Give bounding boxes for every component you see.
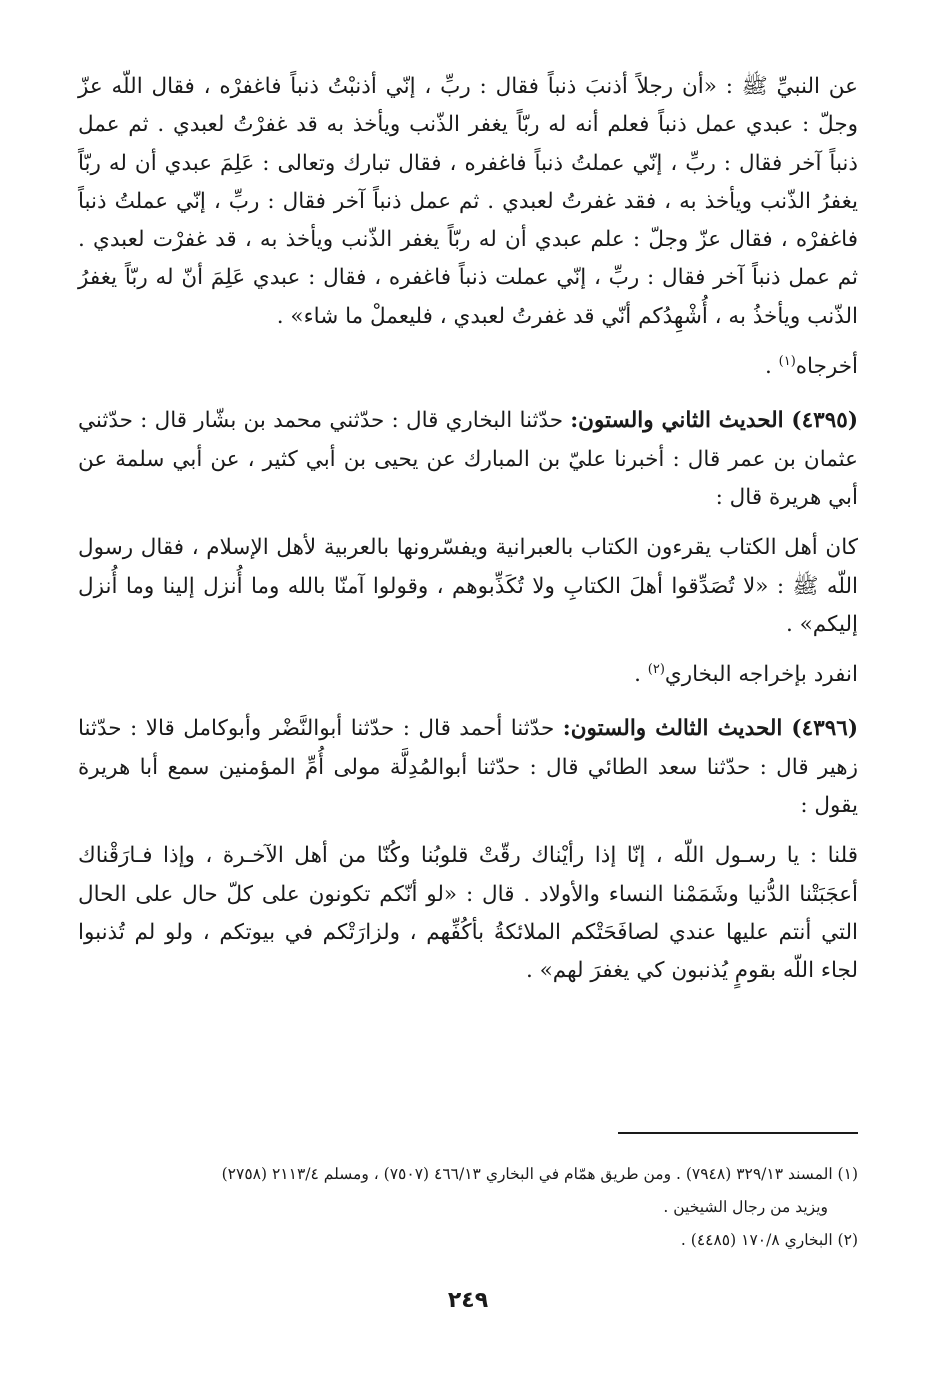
hadith-4395-title: (٤٣٩٥) الحديث الثاني والستون: [570,408,858,434]
hadith-4396-title: (٤٣٩٦) الحديث الثالث والستون: [562,716,858,742]
hadith-4396-isnad-text: حدّثنا أحمد قال : حدّثنا أبوالنَّضْر وأبوكامل قالا : حدّثنا زهير قال : حدّثنا سعد الطائي قال : حدّثنا أبوالمُدِلَّة مولى أُمِّ المؤمنين سمع أبا هريرة يقول : [78,716,858,819]
hadith-4396-matn: قلنا : يا رسـول اللّه ، إنّا إذا رأيْناك رقّتْ قلوبُنا وكُنّا من أهل الآخـرة ، وإذا فـارَقْناك أعجَبَتْنا الدُّنيا وشَمَمْنا النساء والأولاد . قال : «لو أنّكم تكونون على كلّ حال على الحال التي أنتم عليها عندي لصافَحَتْكم الملائكةُ بأكُفِّهم ، ولزارَتْكم في بيوتكم ، ولو لم تُذنبوا لجاء اللّه بقومٍ يُذنبون كي يغفرَ لهم» . [78,843,858,984]
hadith-4395-note [78,656,858,694]
hadith-4395-note-end: . [634,662,648,688]
footnote-ref-1: (١) [778,353,796,369]
takhrij-text: أخرجاه [795,354,858,380]
hadith-4395-isnad-text: حدّثنا البخاري قال : حدّثني محمد بن بشّار قال : حدّثني عثمان بن عمر قال : أخبرنا عليّ بن المبارك عن يحيى بن أبي كثير ، عن أبي سلمة عن أبي هريرة قال : [78,408,858,510]
page-body [78,68,858,991]
hadith-4395-matn: كان أهل الكتاب يقرءون الكتاب بالعبرانية ويفسّرونها بالعربية لأهل الإسلام ، فقال رسول اللّه ﷺ : «لا تُصَدِّقوا أهلَ الكتابِ ولا تُكَذِّبوهم ، وقولوا آمنّا بالله وما أُنزل إلينا وما أُنزل إليكم» . [78,535,858,637]
hadith-4395-isnad [78,402,858,517]
footnote-2: (٢) البخاري ١٧٠/٨ (٤٤٨٥) . [680,1231,858,1249]
footnote-1: (١) المسند ٣٢٩/١٣ (٧٩٤٨) . ومن طريق همّام في البخاري ٤٦٦/١٣ (٧٥٠٧) ، ومسلم ٢١١٣/٤ (٢٧٥٨) [221,1165,858,1183]
footnotes [78,1158,858,1257]
hadith-4395-note-text: انفرد بإخراجه البخاري [664,662,858,688]
takhrij-end: . [764,354,779,380]
takhrij-note [78,348,858,386]
hadith-text-continued: عن النبيِّ ﷺ : «أن رجلاً أذنبَ ذنباً فقال : ربِّ ، إنّي أذنبْتُ ذنباً فاغفرْه ، فقال اللّه عزّ وجلّ : عبدي عمل ذنباً فعلم أنه له ربّاً يغفر الذّنب ويأخذ به قد غفرْتُ لعبدي . ثم عمل ذنباً آخر فقال : ربِّ ، إنّي عملتُ ذنباً فاغفره ، فقال تبارك وتعالى : عَلِمَ عبدي أن له ربّاً يغفرُ الذّنب ويأخذ به ، فقد غفرتُ لعبدي . ثم عمل ذنباً آخر فقال : ربِّ ، إنّي عملتُ ذنباً فاغفرْه ، فقال عزّ وجلّ : علم عبدي أن له ربّاً يغفر الذّنب ويأخذ به ، قد غفرْت لعبدي . ثم عمل ذنباً آخر فقال : ربِّ ، إنّي عملت ذنباً فاغفره ، فقال : عبدي عَلِمَ أنّ له ربّاً يغفرُ الذّنب ويأخذُ به ، أُشْهِدُكم أنّي قد غفرتُ لعبدي ، فليعملْ ما شاء» . [78,74,858,329]
hadith-4396-isnad [78,710,858,825]
page-number: ٢٤٩ [447,1288,489,1313]
footnote-separator [618,1132,858,1134]
footnote-ref-2: (٢) [647,662,665,677]
footnote-1-continued: ويزيد من رجال الشيخين . [663,1198,828,1216]
